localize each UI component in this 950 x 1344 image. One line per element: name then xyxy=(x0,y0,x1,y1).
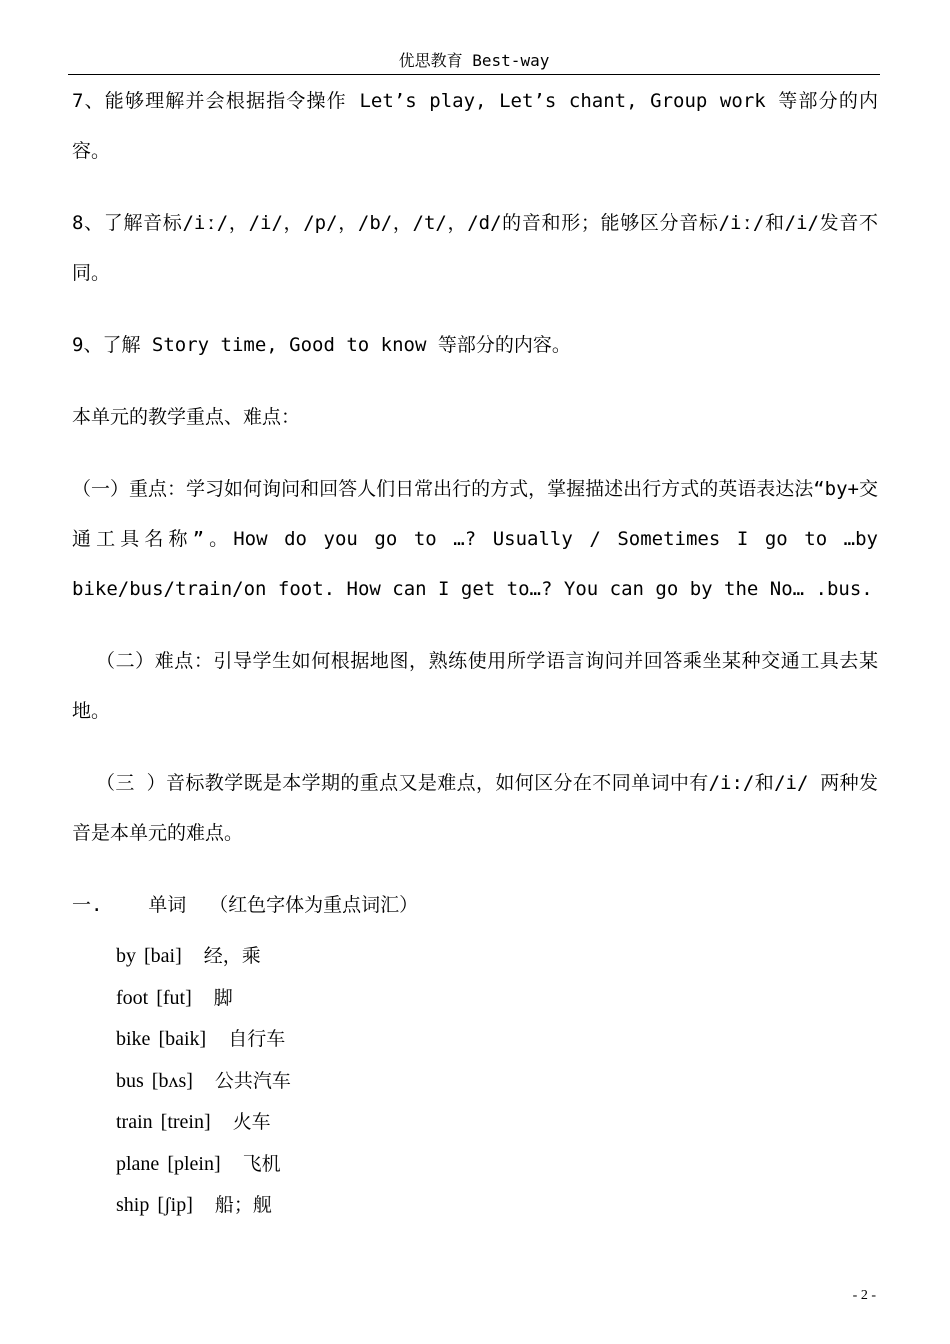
vocab-phonetic: [ʃip] xyxy=(157,1194,193,1216)
vocab-meaning: 公共汽车 xyxy=(214,1069,291,1092)
vocabulary-list xyxy=(116,936,878,1227)
vocab-word: plane xyxy=(116,1152,160,1175)
vocab-word: train xyxy=(116,1111,153,1133)
vocab-meaning: 火车 xyxy=(232,1111,271,1133)
paragraph-objective-7: 7、能够理解并会根据指令操作 Let’s play, Let’s chant, Group work 等部分的内容。 xyxy=(72,90,878,162)
page-number: - 2 - xyxy=(852,1288,876,1303)
vocab-meaning: 经，乘 xyxy=(203,945,261,967)
vocab-word: foot xyxy=(116,986,149,1009)
difficult-point-3: （三 ）音标教学既是本学期的重点又是难点，如何区分在不同单词中有/i:/和/i/ 两种发音是本单元的难点。 xyxy=(72,772,878,844)
vocab-meaning: 船；舰 xyxy=(214,1194,272,1216)
vocab-phonetic: [baik] xyxy=(158,1028,207,1050)
difficult-point-2: （二）难点：引导学生如何根据地图，熟练使用所学语言询问并回答乘坐某种交通工具去某地。 xyxy=(72,650,878,722)
vocabulary-item xyxy=(116,1019,878,1061)
vocabulary-section-heading xyxy=(72,880,878,930)
document-body xyxy=(72,76,878,1227)
vocab-phonetic: [plein] xyxy=(167,1152,221,1175)
section-note: （红色字体为重点词汇） xyxy=(209,894,419,916)
vocabulary-item xyxy=(116,1061,878,1103)
vocab-phonetic: [trein] xyxy=(160,1111,211,1133)
section-number: 一. xyxy=(72,894,103,916)
key-points-heading: 本单元的教学重点、难点： xyxy=(72,406,301,428)
vocab-word: bike xyxy=(116,1028,151,1050)
vocabulary-item xyxy=(116,936,878,978)
vocab-word: bus xyxy=(116,1069,144,1092)
vocab-phonetic: [bʌs] xyxy=(151,1069,193,1092)
paragraph-objective-8: 8、了解音标/iː/，/i/，/p/，/b/，/t/，/d/的音和形；能够区分音标/iː/和/i/发音不同。 xyxy=(72,212,878,284)
vocab-meaning: 自行车 xyxy=(228,1028,286,1050)
vocab-phonetic: [bai] xyxy=(144,945,182,967)
vocab-word: by xyxy=(116,945,136,967)
section-title: 单词 xyxy=(148,894,187,916)
vocabulary-item xyxy=(116,1144,878,1186)
vocab-meaning: 飞机 xyxy=(242,1152,281,1175)
vocabulary-item xyxy=(116,1185,878,1227)
vocabulary-item xyxy=(116,1102,878,1144)
vocabulary-item xyxy=(116,978,878,1020)
paragraph-objective-9: 9、了解 Story time, Good to know 等部分的内容。 xyxy=(72,334,571,356)
vocab-meaning: 脚 xyxy=(213,986,233,1009)
vocab-word: ship xyxy=(116,1194,150,1216)
page-header: 优思教育 Best-way xyxy=(68,48,880,75)
vocab-phonetic: [fut] xyxy=(156,986,192,1009)
key-point-1: （一）重点：学习如何询问和回答人们日常出行的方式，掌握描述出行方式的英语表达法“by+交通工具名称”。How do you go to …? Usually / Sometimes I go to …by bike/bus/train/on foot. How can I get to…? You can go by the No… .bus. xyxy=(72,478,878,600)
